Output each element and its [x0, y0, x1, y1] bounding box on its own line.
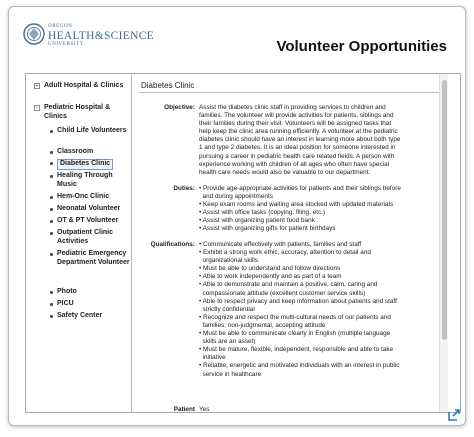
scrollbar[interactable] [439, 74, 448, 412]
qualifications-line: • Must be mature, flexible, independent, responsible and able to take [199, 346, 394, 354]
nav-group-label: Adult Hospital & Clinics [44, 82, 124, 89]
qualifications-line: organizational skills [199, 257, 258, 265]
duties-line: • Provide age-appropriate activities for patients and their siblings before [199, 185, 401, 192]
ohsu-emblem-icon [23, 21, 45, 47]
nav-item-neonatal[interactable]: Neonatal Volunteer [50, 205, 130, 214]
logo-line-2: HEALTH&SCIENCE [48, 30, 154, 42]
ohsu-logo[interactable] [23, 21, 173, 53]
objective-line: help keep the clinic area running efficiently. A volunteer at the pediatric [199, 128, 398, 136]
bullet-icon [50, 291, 53, 294]
page-title: Volunteer Opportunities [276, 38, 447, 55]
objective-line: diabetes clinic should have an interest in learning more about both type [199, 136, 401, 144]
bullet-icon [50, 130, 53, 133]
objective-line: 1 and type 2 diabetes. It is an ideal position for someone interested in [199, 144, 396, 152]
bullet-icon [50, 232, 53, 235]
nav-item-ot-pt[interactable]: OT & PT Volunteer [50, 217, 130, 226]
scrollbar-thumb[interactable] [442, 80, 447, 340]
header [9, 7, 465, 67]
expand-toggle-icon[interactable]: + [35, 83, 39, 89]
qualifications-line: • Reliable, energetic and motivated individuals with an interest in public [199, 362, 400, 370]
qualifications-line: skills are an asset) [199, 338, 256, 346]
nav-group-pediatric[interactable] [34, 104, 130, 121]
bullet-icon [50, 303, 53, 306]
duties-line: • Assist with organizing gifts for patient birthdays [199, 225, 336, 233]
objective-line: health care needs would also be valuable to our department. [199, 168, 371, 176]
bullet-icon [50, 151, 53, 154]
qualifications-line: • Able to demonstrate and maintain a positive, calm, caring and [199, 281, 378, 289]
nav-item-healing-music[interactable]: Healing Through Music [50, 172, 130, 189]
qualifications-line: • Able to work independently and as part of a team [199, 273, 342, 281]
patient-label: Patient [173, 406, 195, 412]
collapse-toggle-icon[interactable]: − [35, 105, 39, 111]
nav-item-safety-center[interactable]: Safety Center [50, 312, 130, 321]
qualifications-list [199, 241, 443, 379]
qualifications-line: service in healthcare [199, 370, 262, 378]
bullet-icon [50, 208, 53, 211]
nav-group-label: Pediatric Hospital & Clinics [44, 104, 111, 120]
bullet-icon [50, 315, 53, 318]
duties-list [199, 185, 443, 234]
duties-line: • Assist with office tasks (copying, filing, etc.) [199, 209, 326, 217]
objective-line: families. The volunteer will provide activities for patients, siblings and [199, 112, 394, 120]
qualifications-line: initiative [199, 354, 226, 362]
nav-group-adult[interactable] [34, 82, 130, 91]
objective-line: pursuing a career in pediatric health care related fields. A person with [199, 152, 395, 160]
qualifications-line: • Must be able to communicate clearly in English (multiple language [199, 330, 391, 338]
bullet-icon [50, 253, 53, 256]
objective-label: Objective: [164, 104, 195, 111]
bullet-icon [50, 162, 53, 165]
divider [139, 92, 445, 93]
duties-line: and during appointments [199, 193, 273, 201]
qualifications-line: • Communicate effectively with patients, families and staff [199, 241, 362, 248]
nav-item-classroom[interactable]: Classroom [50, 148, 130, 157]
section-title: Diabetes Clinic [141, 81, 195, 90]
qualifications-line: compassionate attitude (excellent customer service skills) [199, 289, 366, 297]
nav-item-outpatient[interactable]: Outpatient Clinic Activities [50, 229, 130, 246]
patient-value: Yes [199, 406, 210, 412]
qualifications-line: • Able to respect privacy and keep information about patients and staff [199, 297, 397, 305]
logo-line-3: UNIVERSITY [48, 42, 84, 47]
qualifications-line: families; non-judgmental, accepting attitude [199, 321, 326, 329]
objective-line: Assist the diabetes clinic staff in providing services to children and [199, 104, 386, 111]
qualifications-line: • Must be able to understand and follow directions [199, 265, 341, 273]
nav-item-hem-onc[interactable]: Hem-Onc Clinic [50, 193, 130, 202]
volunteer-window [8, 6, 466, 426]
duties-label: Duties: [173, 185, 195, 192]
duties-line: • Keep exam rooms and waiting area stocked with updated materials [199, 201, 394, 209]
sidebar-nav [26, 74, 132, 412]
nav-item-diabetes-clinic[interactable]: Diabetes Clinic [50, 159, 130, 170]
qualifications-line: strictly confidential [199, 305, 255, 313]
nav-item-pediatric-ed[interactable]: Pediatric Emergency Department Volunteer [50, 250, 130, 267]
bullet-icon [50, 220, 53, 223]
duties-line: • Assist with organizing patient food bank [199, 217, 315, 225]
objective-text [199, 104, 443, 177]
logo-line-1: OREGON [48, 24, 73, 29]
nav-item-photo[interactable]: Photo [50, 288, 130, 297]
objective-line: experience working with children of all ages who often have special [199, 160, 390, 168]
bullet-icon [50, 175, 53, 178]
nav-item-child-life[interactable]: Child Life Volunteers [50, 127, 130, 136]
qualifications-label: Qualifications: [150, 241, 195, 248]
qualifications-line: • Exhibit a strong work ethic, accuracy, attention to detail and [199, 249, 371, 257]
qualifications-line: • Recognize and respect the multi-cultural needs of our patients and [199, 313, 391, 321]
details-pane [133, 74, 450, 412]
nav-item-picu[interactable]: PICU [50, 300, 130, 309]
content-panel [25, 73, 461, 413]
objective-line: their families during their visit. Volunteers will be assigned tasks that [199, 120, 392, 128]
popout-icon[interactable] [447, 408, 461, 422]
bullet-icon [50, 196, 53, 199]
